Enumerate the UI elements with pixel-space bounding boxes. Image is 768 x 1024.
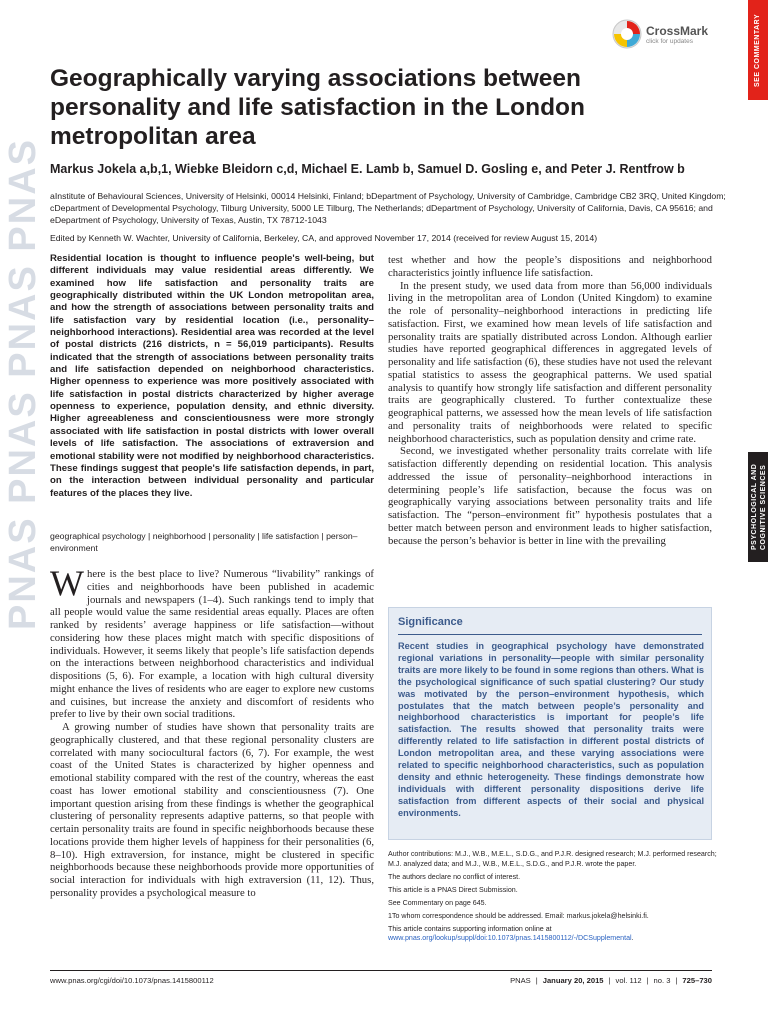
supporting-suffix: .: [631, 934, 634, 942]
author-contributions: Author contributions: M.J., W.B., M.E.L., S.D.G., and P.J.R. designed research; M.J. performed research; M.J. analyzed data; and M.J., W.B., M.E.L., S.D.G., and P.J.R. wrote the paper.: [388, 850, 717, 868]
affiliations: aInstitute of Behavioural Sciences, University of Helsinki, 00014 Helsinki, Finland; bDepartment of Psychology, University of Cambridge, Cambridge CB2 3RQ, United Kingdom; cDepartment of Developmental Psychology, Tilburg University, 5000 LE Tilburg, The Netherlands; dDepartment of Psychology, University of California, Davis, CA 95616; and eDepartment of Psychology, University of Texas, Austin, TX 78712-1043: [50, 191, 726, 225]
footer-citation: PNAS | January 20, 2015 | vol. 112 | no. 3 | 725–730: [510, 976, 712, 985]
crossmark-icon: [612, 19, 642, 49]
footer-issue: no. 3: [653, 976, 671, 985]
footer-date: January 20, 2015: [542, 976, 604, 985]
crossmark-name: CrossMark: [646, 23, 709, 38]
dropcap: W: [50, 563, 84, 603]
body-paragraph-3: Second, we investigated whether personality traits correlate with life satisfaction differently depending on residential location. This analysis addressed the issue of personality–neighborhood interactions in determining people’s life satisfaction, because the focus was on geographically varying associations between personality traits and life satisfaction. The “person–environment fit” hypothesis postulates that a better match between person and environment leads to higher satisfaction, because the person’s behavior is better in line with the prevailing: [388, 445, 712, 547]
watermark-text: PNAS PNAS PNAS PNAS: [2, 138, 44, 630]
footer-doi-url[interactable]: www.pnas.org/cgi/doi/10.1073/pnas.1415800112: [50, 976, 214, 985]
footer-divider: [50, 970, 712, 971]
footnotes: [388, 850, 718, 947]
footer-volume: vol. 112: [615, 976, 642, 985]
significance-title: Significance: [398, 616, 463, 628]
crossmark-badge[interactable]: [612, 14, 712, 54]
significance-box: [388, 607, 712, 840]
keywords: geographical psychology | neighborhood | personality | life satisfaction | person–environment: [50, 531, 358, 553]
pnas-watermark: [0, 110, 44, 630]
article-title: Geographically varying associations between personality and life satisfaction in the London metropolitan area: [50, 65, 585, 150]
body-paragraph-2: In the present study, we used data from more than 56,000 individuals living in the metropolitan area of London (United Kingdom) to examine the role of personality–neighborhood interactions in predicting life satisfaction. First, we examined how mean levels of life satisfaction and personality traits are spatially distributed across London. Although earlier studies have reported geographical differences in aggregated levels of personality and life satisfaction (6), these studies have not used the relevant spatial statistics to assess the geographical patterns. We used spatial analysis to quantify how strongly life satisfaction and different personality traits are geographically clustered. To further contextualize these geographical patterns, we assessed how the mean levels of life satisfaction and personality traits of neighborhoods were related to specific neighborhood characteristics, such as population density and crime rate.: [388, 279, 712, 445]
author-list: Markus Jokela a,b,1, Wiebke Bleidorn c,d, Michael E. Lamb b, Samuel D. Gosling e, and Peter J. Rentfrow b: [50, 162, 685, 176]
see-commentary-label: SEE COMMENTARY: [754, 13, 761, 87]
footer-pages: 725–730: [682, 976, 712, 985]
section-tab: [748, 452, 768, 562]
conflict-statement: The authors declare no conflict of interest.: [388, 872, 521, 881]
section-label: PSYCHOLOGICAL AND COGNITIVE SCIENCES: [751, 463, 767, 551]
commentary-note: See Commentary on page 645.: [388, 898, 487, 907]
supporting-link[interactable]: www.pnas.org/lookup/suppl/doi:10.1073/pnas.1415800112/-/DCSupplemental: [388, 934, 632, 942]
significance-text: Recent studies in geographical psychology have demonstrated regional variations in personality—people with similar personality traits are more likely to be found in some regions than others. What is the psychological significance of such spatial clustering? Our study was motivated by the person–environment hypothesis, which postulates that the match between people’s personality and neighborhood characteristics is important for people’s life satisfaction. The results showed that personality traits were differently related to life satisfaction in different postal districts of London metropolitan area, and these varying associations were related to specific neighborhood characteristics, such as population density and ethnic heterogeneity. These findings demonstrate how individuals with different personality dispositions derive life satisfaction from different aspects of their social and physical environments.: [398, 641, 704, 818]
supporting-info: [388, 925, 718, 944]
significance-divider: [398, 634, 702, 635]
see-commentary-tab[interactable]: [748, 0, 768, 100]
footer-journal: PNAS: [510, 976, 531, 985]
correspondence-note: 1To whom correspondence should be addressed. Email: markus.jokela@helsinki.fi.: [388, 911, 649, 920]
supporting-prefix: This article contains supporting information online at: [388, 924, 552, 933]
intro-paragraph-1-text: here is the best place to live? Numerous “livability” rankings of cities and neighborhoods have been published in academic journals and newspapers (1–4). Such rankings tend to imply that all people would value the same residential areas equally. Places are often ranked by residents’ average happiness or life satisfaction—without considering how these places might match with specific dispositions of individuals. However, it seems likely that people’s life satisfaction depends on the interactions between neighborhood characteristics and individual dispositions (5, 6). For example, a location with high cultural diversity might enhance the lives of residents who are eager to explore new customs and cuisines, but increase the anxiety and discomfort of residents who prefer to live by their own social traditions.: [50, 568, 374, 721]
intro-paragraph-1: [50, 563, 374, 721]
body-column-left: [50, 563, 374, 900]
body-column-right: [388, 254, 712, 547]
direct-submission: This article is a PNAS Direct Submission.: [388, 885, 518, 894]
intro-paragraph-2: A growing number of studies have shown that personality traits are geographically clustered, and that these regional personality clusters are correlated with many sociocultural factors (6, 7). For example, the west coast of the United States is characterized by higher openness and emotional stability compared with the rest of the country, whereas the east coast has lower emotional stability and conscientiousness (7). One important question arising from these findings is whether the geographical clustering of personality represents adaptive patterns, so that people with certain personality traits are found in specific neighborhoods because these locations provide them higher levels of happiness for their personalities (6, 8–10). High extraversion, for instance, might be clustered in specific neighborhoods because these neighborhoods provide more opportunities of social interaction for individuals with high extraversion (11, 12). Thus, personality provides a psychological measure to: [50, 721, 374, 899]
abstract: Residential location is thought to influence people's well-being, but different individuals may value residential areas differently. We examined how life satisfaction and personality traits are geographically distributed within the UK London metropolitan area, and how the strength of associations between personality traits and life satisfaction vary by residential location (i.e., personality–neighborhood interactions). Residential area was recorded at the level of postal districts (216 districts, n = 56,019 participants). Results indicated that the strength of associations between personality traits and life satisfaction depended on neighborhood characteristics. Higher openness to experience was more positively associated with life satisfaction in postal districts characterized by higher average openness to experience, population density, and ethnic diversity. Higher agreeableness and conscientiousness were more strongly associated with life satisfaction in postal districts with lower overall levels of life satisfaction. The associations of extraversion and emotional stability were not modified by neighborhood characteristics. These findings suggest that people's life satisfaction depends, in part, on the interaction between individual personality and particular features of the places they live.: [50, 253, 374, 499]
crossmark-sub: click for updates: [646, 37, 693, 45]
editor-note: Edited by Kenneth W. Wachter, University of California, Berkeley, CA, and approved November 17, 2014 (received for review August 15, 2014): [50, 233, 598, 243]
body-paragraph-1: test whether and how the people’s dispositions and neighborhood characteristics jointly influence life satisfaction.: [388, 254, 712, 279]
